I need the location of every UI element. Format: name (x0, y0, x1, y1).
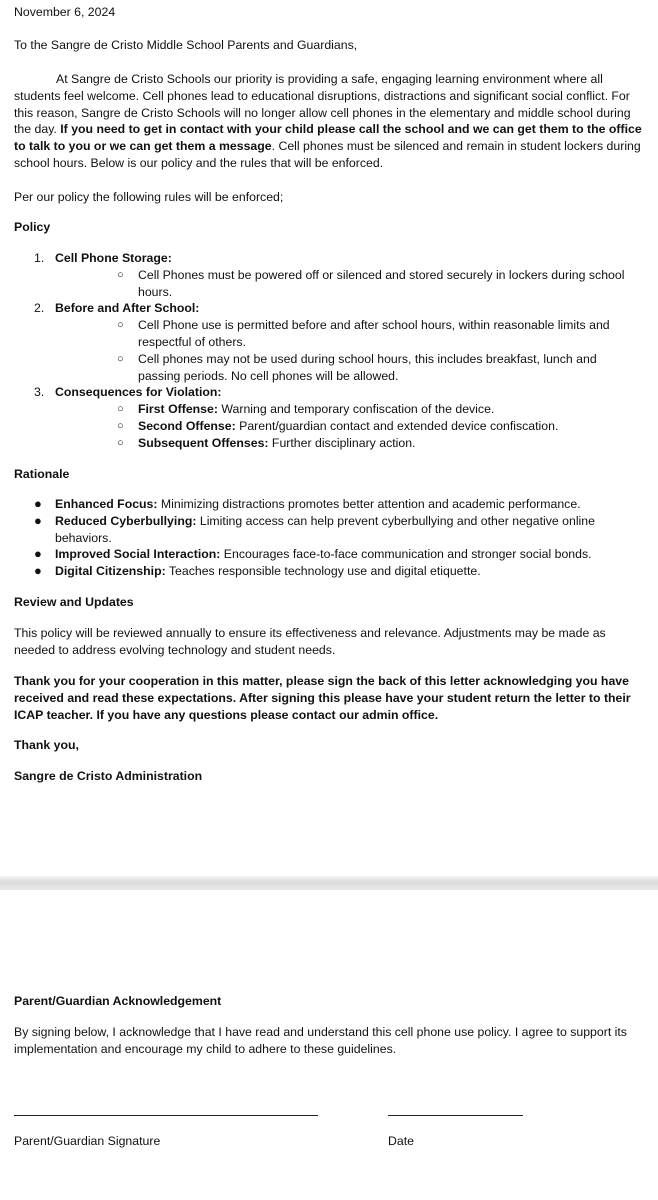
policy-list (14, 250, 634, 452)
policy-item-title: Consequences for Violation: (55, 385, 222, 400)
closing-paragraph: Thank you for your cooperation in this matter, please sign the back of this letter acknowledging you have received and read these expectations. After signing this please have your student return the letter to their ICAP teacher. If you have any questions please contact our admin office. (14, 674, 631, 722)
policy-subitem: ○ Cell Phone use is permitted before and after school hours, within reasonable limits and respectful of others. (117, 318, 610, 349)
policy-subitem: ○ Cell phones may not be used during school hours, this includes breakfast, lunch and passing periods. No cell phones will be allowed. (117, 351, 597, 383)
policy-item-number: 2. (34, 301, 45, 316)
policy-subitem: ○ First Offense: Warning and temporary confiscation of the device. (117, 402, 495, 417)
policy-heading: Policy (14, 220, 51, 234)
policy-sublist (55, 401, 634, 451)
policy-sublist (55, 267, 634, 301)
policy-subitem: ○ Cell Phones must be powered off or silenced and stored securely in lockers during school hours. (117, 267, 625, 299)
date-field[interactable] (388, 1115, 523, 1116)
rules-intro: Per our policy the following rules will be enforced; (14, 190, 284, 204)
bullet-icon: ● (34, 563, 42, 579)
rationale-item: ● Digital Citizenship: Teaches responsible technology use and digital etiquette. (34, 563, 481, 579)
policy-item (14, 300, 634, 384)
rationale-item: ● Reduced Cyberbullying: Limiting access can help prevent cyberbullying and other negative online behaviors. (34, 512, 595, 545)
page-break-divider (0, 876, 658, 890)
letter-date: November 6, 2024 (14, 5, 116, 19)
rationale-item: ● Improved Social Interaction: Encourages face-to-face communication and stronger social bonds. (34, 546, 592, 562)
rationale-list (14, 496, 634, 580)
rationale-heading: Rationale (14, 467, 70, 481)
acknowledgement-heading: Parent/Guardian Acknowledgement (14, 994, 222, 1008)
bullet-icon: ● (34, 512, 42, 528)
signature-field[interactable] (14, 1115, 318, 1116)
rationale-item: ● Enhanced Focus: Minimizing distractions promotes better attention and academic performance. (34, 496, 581, 511)
policy-item (14, 384, 634, 451)
policy-item (14, 250, 634, 300)
circle-bullet-icon: ○ (117, 419, 124, 432)
signature-field-label: Parent/Guardian Signature (14, 1134, 161, 1148)
circle-bullet-icon: ○ (117, 436, 124, 449)
intro-paragraph: At Sangre de Cristo Schools our priority is providing a safe, engaging learning environment where all students feel welcome. Cell phones lead to educational disruptions, distractions and significant social conflict. For this reason, Sangre de Cristo Schools will no longer allow cell phones in the elementary and middle school during the day. If you need to get in contact with your child please call the school and we can get them to the office to talk to you or we can get them a message. Cell phones must be silenced and remain in student lockers during school hours. Below is our policy and the rules that will be enforced. (14, 72, 642, 170)
circle-bullet-icon: ○ (117, 352, 124, 365)
policy-item-title: Cell Phone Storage: (55, 251, 172, 265)
review-paragraph: This policy will be reviewed annually to ensure its effectiveness and relevance. Adjustments may be made as needed to address evolving technology and student needs. (14, 626, 606, 657)
date-field-label: Date (388, 1134, 414, 1148)
policy-sublist (55, 317, 634, 384)
circle-bullet-icon: ○ (117, 268, 124, 281)
policy-item-number: 3. (34, 385, 45, 400)
policy-subitem: ○ Subsequent Offenses: Further disciplinary action. (117, 435, 416, 450)
thanks-line: Thank you, (14, 738, 79, 752)
bullet-icon: ● (34, 546, 42, 562)
salutation: To the Sangre de Cristo Middle School Parents and Guardians, (14, 38, 358, 52)
circle-bullet-icon: ○ (117, 403, 124, 416)
acknowledgement-paragraph: By signing below, I acknowledge that I have read and understand this cell phone use policy. I agree to support its implementation and encourage my child to adhere to these guidelines. (14, 1025, 627, 1056)
policy-subitem: ○ Second Offense: Parent/guardian contact and extended device confiscation. (117, 418, 559, 433)
review-heading: Review and Updates (14, 595, 134, 609)
bullet-icon: ● (34, 496, 42, 511)
policy-item-number: 1. (34, 251, 45, 265)
circle-bullet-icon: ○ (117, 319, 124, 332)
policy-item-title: Before and After School: (55, 301, 200, 316)
signature-line: Sangre de Cristo Administration (14, 769, 203, 783)
